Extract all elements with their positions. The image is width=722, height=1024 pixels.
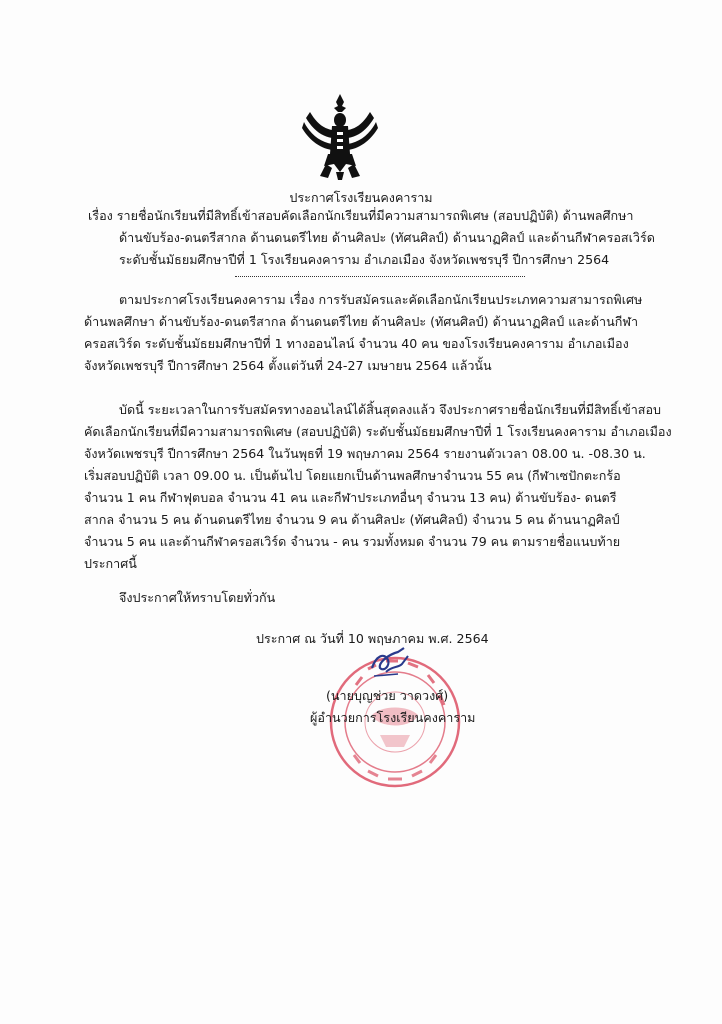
paragraph2-line-2: คัดเลือกนักเรียนที่มีความสามารถพิเศษ (สอบปฏิบัติ) ระดับชั้นมัธยมศึกษาปีที่ 1 โรงเรียนคงคาราม อำเภอเมือง <box>84 424 672 439</box>
closing-text: จึงประกาศให้ทราบโดยทั่วกัน <box>119 590 276 605</box>
paragraph2-line-8: ประกาศนี้ <box>84 556 137 571</box>
signature-mark <box>368 646 412 680</box>
paragraph1-line-2: ด้านพลศึกษา ด้านขับร้อง-ดนตรีสากล ด้านดนตรีไทย ด้านศิลปะ (ทัศนศิลป์) ด้านนาฏศิลป์ และด้านกีฬา <box>84 314 639 329</box>
paragraph2-line-1: บัดนี้ ระยะเวลาในการรับสมัครทางออนไลน์ได้สิ้นสุดลงแล้ว จึงประกาศรายชื่อนักเรียนที่มีสิทธิ์เข้าสอบ <box>119 402 662 417</box>
announcement-title: ประกาศโรงเรียนคงคาราม <box>289 190 433 205</box>
paragraph1-line-4: จังหวัดเพชรบุรี ปีการศึกษา 2564 ตั้งแต่วันที่ 24-27 เมษายน 2564 แล้วนั้น <box>84 358 492 373</box>
subject-line-1: เรื่อง รายชื่อนักเรียนที่มีสิทธิ์เข้าสอบคัดเลือกนักเรียนที่มีความสามารถพิเศษ (สอบปฏิบัติ) ด้านพลศึกษา <box>88 208 634 223</box>
paragraph2-line-7: จำนวน 5 คน และด้านกีฬาครอสเวิร์ด จำนวน - คน รวมทั้งหมด จำนวน 79 คน ตามรายชื่อแนบท้าย <box>84 534 621 549</box>
garuda-emblem-icon <box>302 92 378 180</box>
paragraph2-line-4: เริ่มสอบปฏิบัติ เวลา 09.00 น. เป็นต้นไป โดยแยกเป็นด้านพลศึกษาจำนวน 55 คน (กีฬาเซปักตะกร้อ <box>84 468 621 483</box>
subject-line-3: ระดับชั้นมัธยมศึกษาปีที่ 1 โรงเรียนคงคาราม อำเภอเมือง จังหวัดเพชรบุรี ปีการศึกษา 2564 <box>119 252 610 267</box>
paragraph2-line-5: จำนวน 1 คน กีฬาฟุตบอล จำนวน 41 คน และกีฬาประเภทอื่นๆ จำนวน 13 คน) ด้านขับร้อง- ดนตรี <box>84 490 617 505</box>
paragraph1-line-3: ครอสเวิร์ด ระดับชั้นมัธยมศึกษาปีที่ 1 ทางออนไลน์ จำนวน 40 คน ของโรงเรียนคงคาราม อำเภอเมือง <box>84 336 629 351</box>
subject-line-2: ด้านขับร้อง-ดนตรีสากล ด้านดนตรีไทย ด้านศิลปะ (ทัศนศิลป์) ด้านนาฏศิลป์ และด้านกีฬาครอสเวิร์ด <box>119 230 655 245</box>
announcement-date: ประกาศ ณ วันที่ 10 พฤษภาคม พ.ศ. 2564 <box>256 631 489 646</box>
paragraph1-line-1: ตามประกาศโรงเรียนคงคาราม เรื่อง การรับสมัครและคัดเลือกนักเรียนประเภทความสามารถพิเศษ <box>119 292 643 307</box>
paragraph2-line-6: สากล จำนวน 5 คน ด้านดนตรีไทย จำนวน 9 คน ด้านศิลปะ (ทัศนศิลป์) จำนวน 5 คน ด้านนาฏศิลป์ <box>84 512 620 527</box>
separator-dotted-line <box>235 276 525 277</box>
signer-title: ผู้อำนวยการโรงเรียนคงคาราม <box>310 710 476 725</box>
paragraph2-line-3: จังหวัดเพชรบุรี ปีการศึกษา 2564 ในวันพุธที่ 19 พฤษภาคม 2564 รายงานตัวเวลา 08.00 น. -08.30 น. <box>84 446 646 461</box>
signer-name: (นายบุญช่วย วาดวงศ์) <box>326 688 449 703</box>
